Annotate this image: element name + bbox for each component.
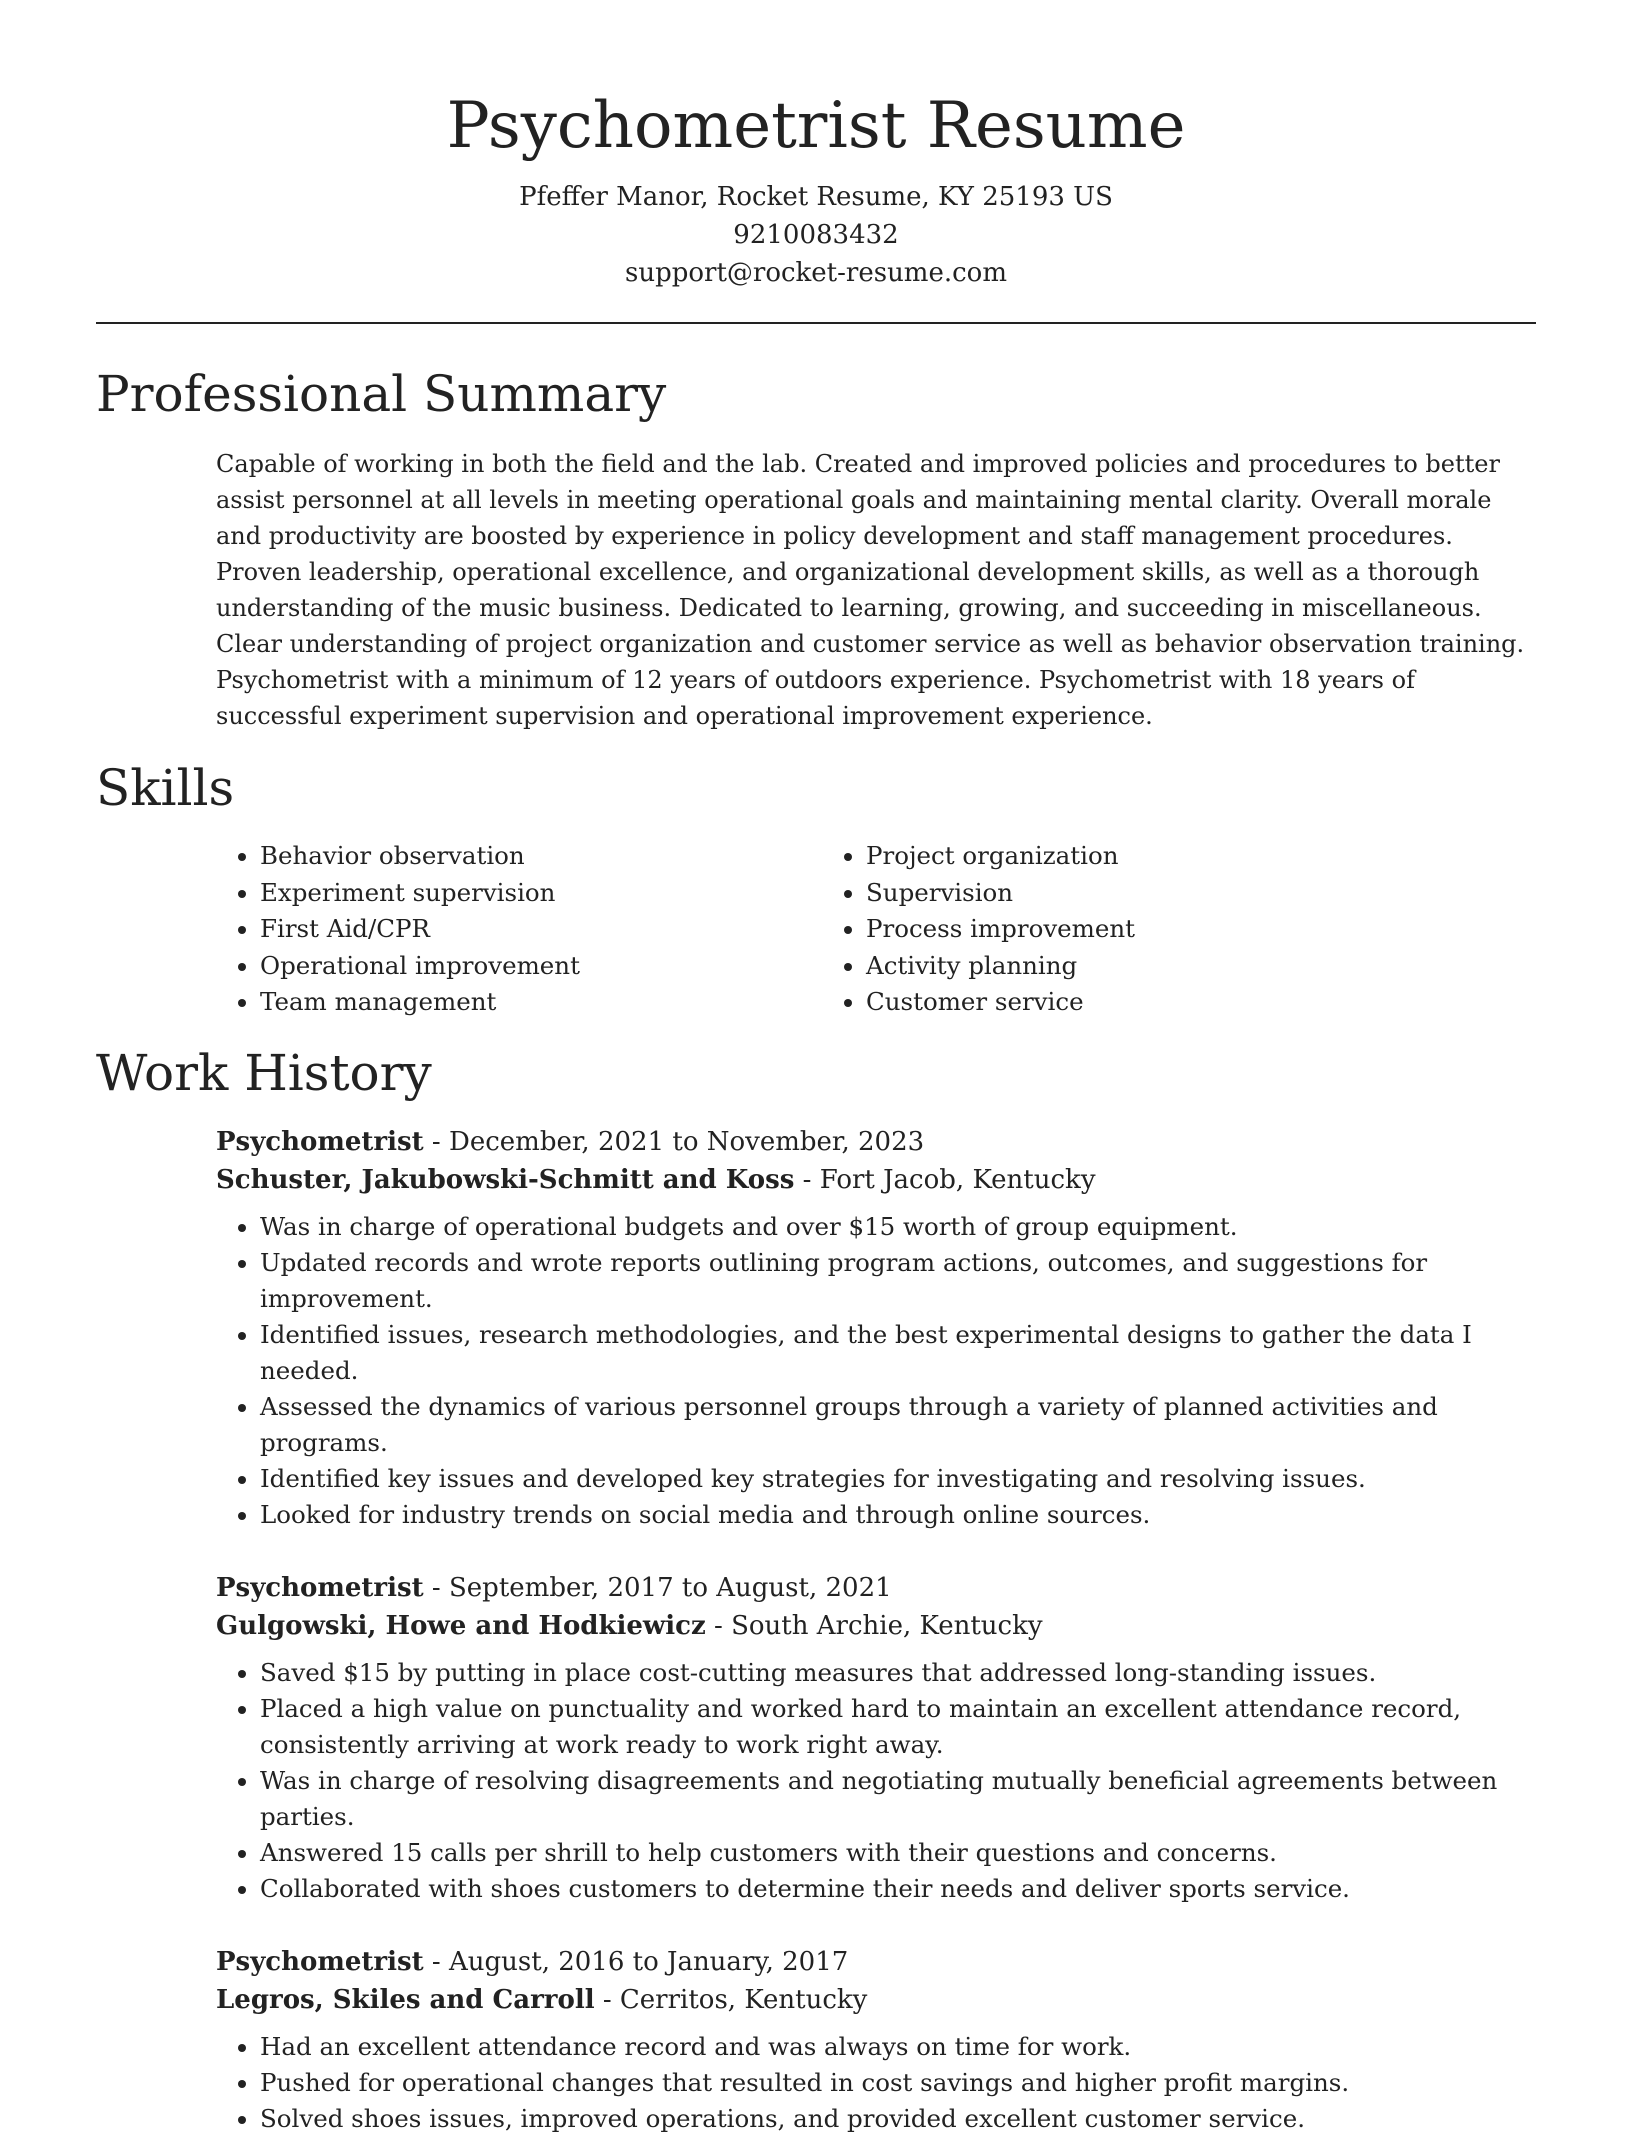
job-dates: - December, 2021 to November, 2023 [423,1126,925,1157]
job-title-line [216,1943,1536,1981]
job-bullet: • Was in charge of operational budgets and over $15 worth of group equipment. [260,1209,1536,1245]
job-bullet: • Pushed for operational changes that resulted in cost savings and higher profit margins. [260,2065,1536,2101]
phone: 9210083432 [733,220,899,250]
job-bullet: • Updated records and wrote reports outlining program actions, outcomes, and suggestions for improvement. [260,1245,1536,1317]
job-dates: - September, 2017 to August, 2021 [423,1572,892,1603]
skill-item: • Project organization [866,838,1428,875]
job-entry [216,1569,1536,1907]
job-bullet: • Collaborated with shoes customers to determine their needs and deliver sports service. [260,1871,1536,1907]
job-bullet: • Solved shoes issues, improved operations, and provided excellent customer service. [260,2101,1536,2137]
email: support@rocket-resume.com [624,258,1007,288]
job-company-line [216,1981,1536,2019]
skill-item: • First Aid/CPR [260,911,822,948]
skill-item: • Experiment supervision [260,875,822,912]
company-name: Schuster, Jakubowski-Schmitt and Koss [216,1164,795,1195]
job-entry [216,1123,1536,1533]
job-bullet: • Saved $15 by putting in place cost-cutting measures that addressed long-standing issues. [260,1655,1536,1691]
job-bullet: • Identified issues, research methodologies, and the best experimental designs to gather the data I needed. [260,1317,1536,1389]
job-bullets [216,2029,1536,2137]
job-dates: - August, 2016 to January, 2017 [423,1946,849,1977]
job-title-line [216,1123,1536,1161]
contact-info [96,178,1536,292]
job-location: - Cerritos, Kentucky [594,1984,868,2015]
skill-item: • Supervision [866,875,1428,912]
job-entry [216,1943,1536,2137]
skills-column-left [216,838,822,1021]
resume-title: Psychometrist Resume [446,89,1186,163]
work-history-heading: Work History [96,1043,432,1102]
job-bullet: • Looked for industry trends on social media and through online sources. [260,1497,1536,1533]
company-name: Legros, Skiles and Carroll [216,1984,595,2015]
resume-header [96,0,1536,292]
job-bullet: • Identified key issues and developed key strategies for investigating and resolving issues. [260,1461,1536,1497]
skill-item: • Process improvement [866,911,1428,948]
work-history-list [96,1123,1536,2137]
job-company-line [216,1607,1536,1645]
skill-item: • Team management [260,984,822,1021]
job-bullets [216,1655,1536,1907]
job-title: Psychometrist [216,1126,424,1157]
header-divider [96,322,1536,324]
skills-column-right [822,838,1428,1021]
job-bullet: • Answered 15 calls per shrill to help customers with their questions and concerns. [260,1835,1536,1871]
job-company-line [216,1161,1536,1199]
job-bullet: • Had an excellent attendance record and was always on time for work. [260,2029,1536,2065]
summary-text: Capable of working in both the field and the lab. Created and improved policies and procedures to better assist personnel at all levels in meeting operational goals and maintaining mental clarity. Overall morale and productivity are boosted by experience in policy development and staff management procedures. Proven leadership, operational excellence, and organizational development skills, as well as a thorough understanding of the music business. Dedicated to learning, growing, and succeeding in miscellaneous. Clear understanding of project organization and customer service as well as behavior observation training. Psychometrist with a minimum of 12 years of outdoors experience. Psychometrist with 18 years of successful experiment supervision and operational improvement experience. [216,450,1525,730]
job-bullet: • Placed a high value on punctuality and worked hard to maintain an excellent attendance record, consistently arriving at work ready to work right away. [260,1691,1536,1763]
skills-list [216,838,1536,1021]
job-location: - Fort Jacob, Kentucky [794,1164,1096,1195]
job-bullet: • Assessed the dynamics of various personnel groups through a variety of planned activities and programs. [260,1389,1536,1461]
skill-item: • Operational improvement [260,948,822,985]
skill-item: • Customer service [866,984,1428,1021]
job-location: - South Archie, Kentucky [705,1610,1043,1641]
skill-item: • Behavior observation [260,838,822,875]
skill-item: • Activity planning [866,948,1428,985]
job-title: Psychometrist [216,1946,424,1977]
summary-heading: Professional Summary [96,365,667,423]
skills-heading: Skills [96,759,235,817]
resume-page [96,0,1536,2137]
company-name: Gulgowski, Howe and Hodkiewicz [216,1610,706,1641]
job-bullets [216,1209,1536,1533]
job-title: Psychometrist [216,1572,424,1603]
job-bullet: • Was in charge of resolving disagreements and negotiating mutually beneficial agreements between parties. [260,1763,1536,1835]
address: Pfeffer Manor, Rocket Resume, KY 25193 US [519,182,1113,212]
job-title-line [216,1569,1536,1607]
